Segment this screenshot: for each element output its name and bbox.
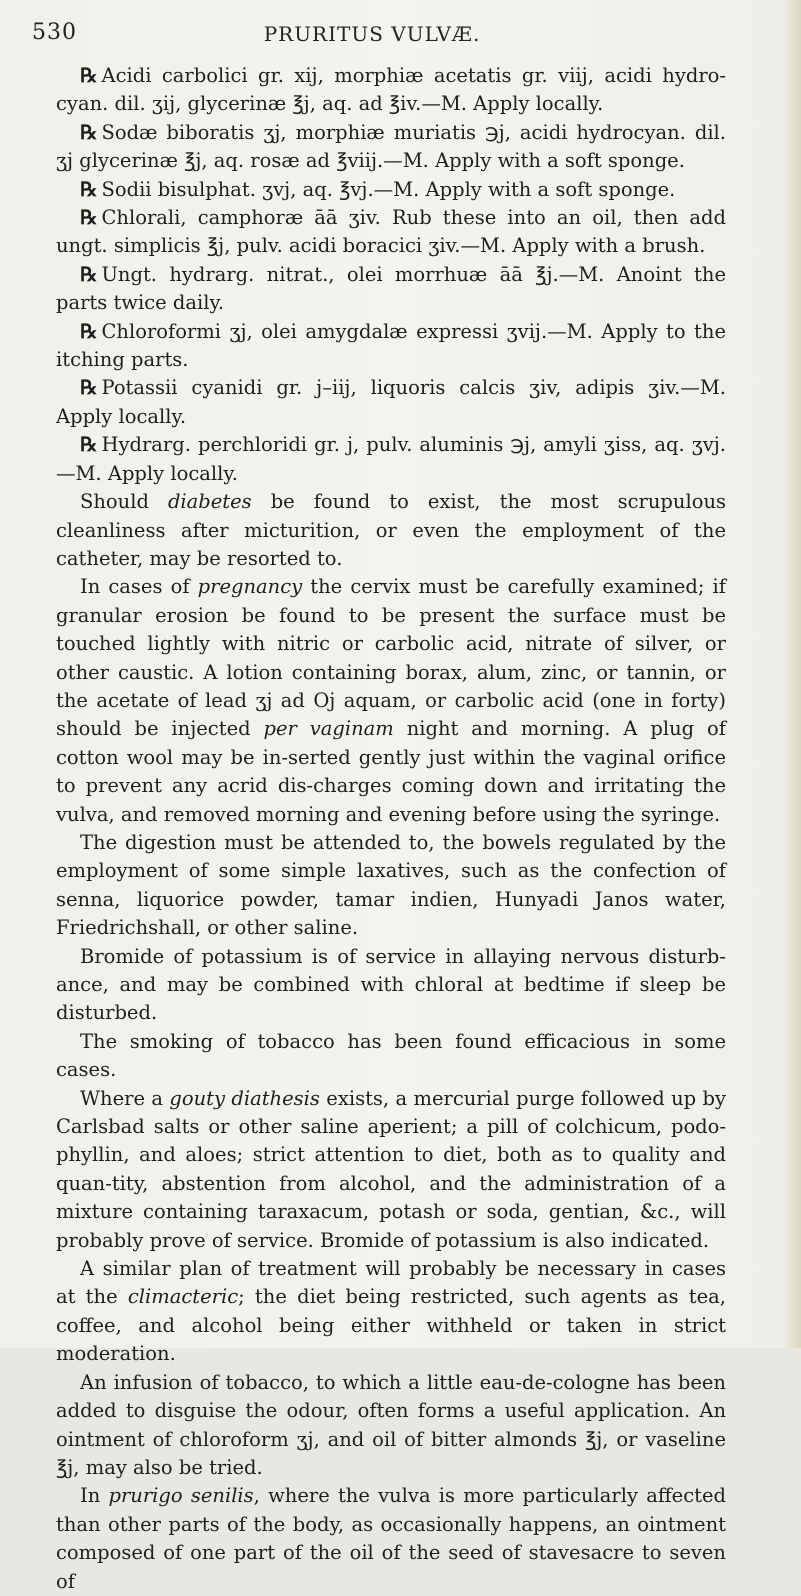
prescription-text: Sodæ biboratis ʒj, morphiæ muriatis ℈j, acidi hydrocyan. dil. ʒj glycerinæ ℥j, aq. rosæ ad ℥viij.—M. Apply with a soft sponge.: [56, 120, 726, 173]
paragraph-digestion: The digestion must be attended to, the bowels regulated by the employment of some simple laxatives, such as the confection of senna, liquorice powder, tamar indien, Hunyadi Janos water, Friedrichshall, or other saline.: [56, 830, 726, 940]
paragraph-gouty: Where a gouty diathesis exists, a mercurial purge followed up by Carlsbad salts or other saline aperient; a pill of colchicum, podo-phyllin, and aloes; strict attention to diet, both as to quality and quan-tity, abstention from alcohol, and the administration of a mixture containing taraxacum, potash or soda, gentian, &c., will probably prove of service. Bromide of potassium is also indicated.: [56, 1086, 727, 1252]
prescription-paragraph: [56, 261, 726, 318]
italic-term: climacteric: [127, 1285, 239, 1309]
prescription-text: Potassii cyanidi gr. j–iij, liquoris calcis ʒiv, adipis ʒiv.—M. Apply locally.: [56, 376, 726, 428]
paragraph-tobacco: The smoking of tobacco has been found efficacious in some cases.: [56, 1029, 726, 1082]
prescription-paragraph: [56, 374, 726, 431]
rx-symbol: ℞: [80, 120, 98, 144]
page-edge-shadow: [783, 0, 801, 1348]
prescription-paragraph: [56, 204, 726, 261]
prescription-text: Ungt. hydrarg. nitrat., olei morrhuæ āā ℥j.—M. Anoint the parts twice daily.: [56, 262, 726, 315]
paragraph-bromide: Bromide of potassium is of service in allaying nervous disturb-ance, and may be combined with chloral at bedtime if sleep be disturbed.: [56, 944, 726, 1025]
prescription-paragraph: [56, 62, 726, 119]
prescription-paragraph: [56, 431, 726, 488]
rx-symbol: ℞: [80, 319, 98, 343]
prescription-paragraph: [56, 119, 726, 176]
italic-term: pregnancy: [197, 575, 303, 599]
rx-symbol: ℞: [80, 64, 98, 87]
rx-symbol: ℞: [80, 376, 98, 400]
prescription-text: Sodii bisulphat. ʒvj, aq. ℥vj.—M. Apply with a soft sponge.: [101, 177, 676, 201]
paragraph-infusion: An infusion of tobacco, to which a little eau-de-cologne has been added to disguise the odour, often forms a useful application. An ointment of chloroform ʒj, and oil of bitter almonds ℥j, or vaseline ℥j, may also be tried.: [56, 1370, 726, 1479]
rx-symbol: ℞: [80, 177, 98, 201]
prescription-text: Chlorali, camphoræ āā ʒiv. Rub these into an oil, then add ungt. simplicis ℥j, pulv. acidi boracici ʒiv.—M. Apply with a brush.: [56, 206, 726, 258]
rx-symbol: ℞: [80, 206, 98, 230]
prescription-paragraph: [56, 318, 726, 375]
prescription-text: Hydrarg. perchloridi gr. j, pulv. aluminis ℈j, amyli ʒiss, aq. ʒvj.—M. Apply locally.: [56, 433, 726, 485]
italic-term: diabetes: [167, 490, 252, 514]
paragraph-climacteric: A similar plan of treatment will probably be necessary in cases at the climacteric; the diet being restricted, such agents as tea, coffee, and alcohol being either withheld or taken in strict moderation.: [56, 1257, 726, 1366]
rx-symbol: ℞: [80, 433, 98, 457]
body-text: [56, 62, 726, 1596]
italic-term: per vaginam: [263, 717, 394, 741]
paragraph-prurigo: In prurigo senilis, where the vulva is more particularly affected than other parts of the body, as occasionally happens, an ointment composed of one part of the oil of the seed of stavesacre to seven of: [56, 1484, 726, 1593]
paragraph-pregnancy: In cases of pregnancy the cervix must be carefully examined; if granular erosion be found to be present the surface must be touched lightly with nitric or carbolic acid, nitrate of silver, or other caustic. A lotion containing borax, alum, zinc, or tannin, or the acetate of lead ʒj ad Oj aquam, or carbolic acid (one in forty) should be injected per vaginam night and morning. A plug of cotton wool may be in-serted gently just within the vaginal orifice to prevent any acrid dis-charges coming down and irritating the vulva, and removed morning and evening before using the syringe.: [56, 575, 726, 826]
prescription-paragraph: [56, 176, 726, 204]
page-number: 530: [32, 20, 77, 45]
italic-term: gouty diathesis: [169, 1086, 320, 1110]
italic-term: prurigo senilis: [108, 1484, 254, 1508]
page-header: [32, 14, 712, 54]
running-head: PRURITUS VULVÆ.: [263, 22, 481, 46]
prescription-text: Acidi carbolici gr. xij, morphiæ acetatis gr. viij, acidi hydro-cyan. dil. ʒij, glycerinæ ℥j, aq. ad ℥iv.—M. Apply locally.: [56, 64, 726, 116]
rx-symbol: ℞: [80, 262, 98, 286]
paragraph-diabetes: Should diabetes be found to exist, the most scrupulous cleanliness after micturition, or even the employment of the catheter, may be resorted to.: [56, 490, 727, 570]
prescription-text: Chloroformi ʒj, olei amygdalæ expressi ʒvij.—M. Apply to the itching parts.: [56, 319, 726, 372]
